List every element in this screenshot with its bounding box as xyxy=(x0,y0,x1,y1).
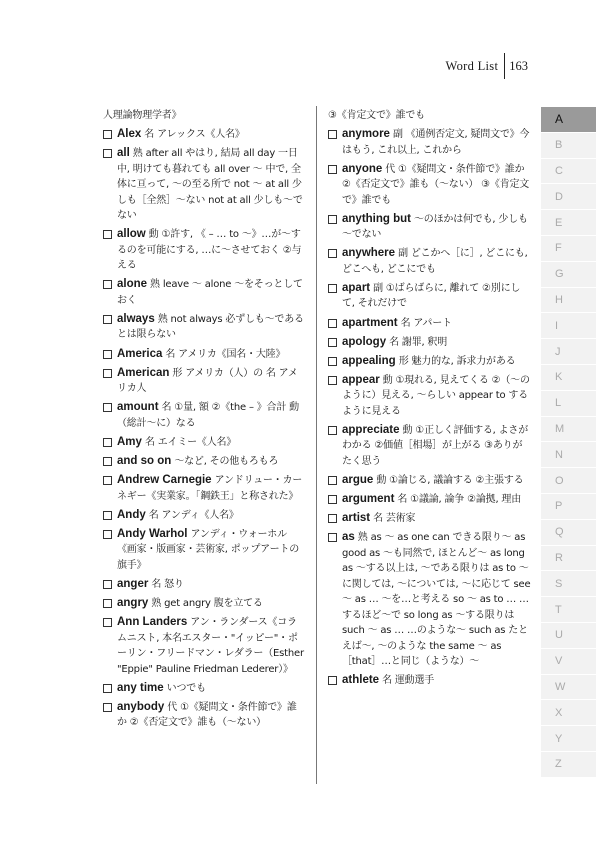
definition: ③《肯定文で》誰でも xyxy=(328,110,425,121)
word-entry xyxy=(328,530,531,670)
checkbox-icon[interactable] xyxy=(103,618,112,627)
definition: アン・ランダース《コラムニスト, 本名エスター・"イッピー"・ポーリン・フリードマン・レダラー（Esther "Eppie" Pauline Friedman Lederer）》 xyxy=(117,617,304,675)
checkbox-icon[interactable] xyxy=(103,438,112,447)
column-divider xyxy=(316,106,317,784)
definition: 名 芸術家 xyxy=(373,513,416,525)
checkbox-icon[interactable] xyxy=(103,684,112,693)
index-tab-q[interactable]: Q xyxy=(541,520,596,545)
index-tab-h[interactable]: H xyxy=(541,288,596,313)
index-tab-j[interactable]: J xyxy=(541,339,596,364)
word-entry xyxy=(103,227,305,274)
headword: Amy xyxy=(117,435,142,448)
headword: apart xyxy=(342,281,371,294)
index-tab-o[interactable]: O xyxy=(541,468,596,493)
headword: appreciate xyxy=(342,423,400,436)
headword: argument xyxy=(342,493,395,506)
word-list-right-column xyxy=(328,108,531,693)
running-title: Word List xyxy=(445,58,499,73)
word-entry xyxy=(328,354,531,370)
definition: 名 怒り xyxy=(151,578,184,590)
definition: 形 アメリカ（人）の 名 アメリカ人 xyxy=(117,367,298,395)
checkbox-icon[interactable] xyxy=(328,130,337,139)
headword: and so on xyxy=(117,454,172,467)
index-tab-t[interactable]: T xyxy=(541,597,596,622)
checkbox-icon[interactable] xyxy=(103,230,112,239)
page-header xyxy=(446,54,528,78)
definition: 名 アンディ《人名》 xyxy=(148,509,239,521)
definition: 名 アレックス《人名》 xyxy=(144,129,245,141)
definition: 名 ①量, 額 ②《the – 》合計 動（総計～に）なる xyxy=(117,402,299,429)
definition: 副 どこかへ［に］, どこにも, どこへも, どこにでも xyxy=(342,248,528,275)
checkbox-icon[interactable] xyxy=(328,249,337,258)
index-tab-c[interactable]: C xyxy=(541,159,596,184)
definition: 熟 as ～ as one can できる限り～ as good as ～も同然で, ほとんど～ as long as ～する以上は, ～である限りは as to ～に関しては, ～については, ～に応じて see ～ as … ～を…と考える so ～ as to … …するほど～で so long as ～する限りは such ～ as … …のような～ such as たとえば～, ～のような the same ～ as［that］…と同じ（ような）～ xyxy=(342,532,531,668)
word-entry xyxy=(103,527,305,574)
word-entry xyxy=(103,596,305,612)
word-entry xyxy=(328,212,531,243)
word-entry xyxy=(328,108,531,124)
definition: 動 ①現れる, 見えてくる ②（～のように）見える, ～らしい appear to するように見える xyxy=(342,374,530,417)
checkbox-icon[interactable] xyxy=(328,284,337,293)
checkbox-icon[interactable] xyxy=(103,350,112,359)
headword: amount xyxy=(117,401,159,414)
checkbox-icon[interactable] xyxy=(328,514,337,523)
definition: 副 《通例否定文, 疑問文で》今はもう, これ以上, これから xyxy=(342,129,530,156)
word-entry xyxy=(328,127,531,158)
word-entry xyxy=(103,400,305,431)
definition: 代 ①《疑問文・条件節で》誰か ②《否定文で》誰も（～ない） ③《肯定文で》誰でも xyxy=(342,163,530,206)
index-tab-e[interactable]: E xyxy=(541,210,596,235)
headword: appear xyxy=(342,373,380,386)
definition: ～など, その他もろもろ xyxy=(174,455,279,467)
word-entry xyxy=(328,335,531,351)
index-tab-s[interactable]: S xyxy=(541,571,596,596)
index-tab-y[interactable]: Y xyxy=(541,726,596,751)
word-entry xyxy=(103,508,305,524)
word-entry xyxy=(328,473,531,489)
checkbox-icon[interactable] xyxy=(328,376,337,385)
headword: Andy Warhol xyxy=(117,527,188,540)
definition: 熟 get angry 腹を立てる xyxy=(151,597,263,609)
index-tab-v[interactable]: V xyxy=(541,649,596,674)
definition: 名 ①議論, 論争 ②論拠, 理由 xyxy=(397,494,522,506)
word-entry xyxy=(328,316,531,332)
definition: 動 ①論じる, 議論する ②主張する xyxy=(376,475,524,487)
checkbox-icon[interactable] xyxy=(103,403,112,412)
headword: Ann Landers xyxy=(117,616,188,628)
headword: appealing xyxy=(342,354,396,367)
word-entry xyxy=(103,700,305,731)
headword: angry xyxy=(117,596,149,609)
headword: apartment xyxy=(342,316,398,329)
checkbox-icon[interactable] xyxy=(103,703,112,712)
checkbox-icon[interactable] xyxy=(103,476,112,485)
word-entry xyxy=(103,435,305,451)
headword: America xyxy=(117,347,163,360)
alphabet-index-tabs xyxy=(541,107,596,778)
checkbox-icon[interactable] xyxy=(103,511,112,520)
checkbox-icon[interactable] xyxy=(328,476,337,485)
definition: 名 エイミー《人名》 xyxy=(144,436,237,448)
headword: Alex xyxy=(117,128,142,141)
checkbox-icon[interactable] xyxy=(328,357,337,366)
checkbox-icon[interactable] xyxy=(328,215,337,224)
definition: 動 ①正しく評価する, よさがわかる ②価値［相場］が上がる ③ありがたく思う xyxy=(342,424,529,467)
headword: anyone xyxy=(342,162,383,175)
definition: アンドリュー・カーネギー《実業家。「鋼鉄王」と称された》 xyxy=(117,475,303,502)
definition: 熟 not always 必ずしも～であるとは限らない xyxy=(117,313,304,341)
index-tab-i[interactable]: I xyxy=(541,313,596,338)
index-tab-b[interactable]: B xyxy=(541,133,596,158)
word-entry xyxy=(328,373,531,420)
definition: アンディ・ウォーホル《画家・版画家・芸術家, ポップアートの旗手》 xyxy=(117,528,300,571)
index-tab-x[interactable]: X xyxy=(541,700,596,725)
checkbox-icon[interactable] xyxy=(103,369,112,378)
word-entry xyxy=(103,366,305,397)
page-number: 163 xyxy=(509,58,528,73)
word-entry xyxy=(103,312,305,343)
word-entry xyxy=(103,615,305,677)
index-tab-w[interactable]: W xyxy=(541,675,596,700)
definition: 動 ①許す, 《 – … to ～》…が～するのを可能にする, …に～させておく ②与える xyxy=(117,229,302,272)
word-entry xyxy=(103,473,305,504)
word-entry xyxy=(328,673,531,689)
definition: 代 ①《疑問文・条件節で》誰か ②《否定文で》誰も（～ない） xyxy=(117,701,297,729)
index-tab-g[interactable]: G xyxy=(541,262,596,287)
index-tab-a[interactable]: A xyxy=(541,107,596,132)
word-entry xyxy=(103,108,305,124)
checkbox-icon[interactable] xyxy=(328,319,337,328)
word-entry xyxy=(328,281,531,312)
checkbox-icon[interactable] xyxy=(328,426,337,435)
definition: 熟 after all やはり, 結局 all day 一日中, 明けても暮れても all over ～ 中で, 全体に亘って, ～の至る所で not ～ at all 少しも［全然］～ない not at all 少しも～でない xyxy=(117,148,303,222)
headword: artist xyxy=(342,512,371,525)
headword: anymore xyxy=(342,128,390,141)
headword: anybody xyxy=(117,700,165,713)
headword: apology xyxy=(342,335,387,348)
headword: as xyxy=(342,531,355,544)
index-tab-l[interactable]: L xyxy=(541,391,596,416)
definition: 名 アパート xyxy=(400,317,452,329)
headword: Andrew Carnegie xyxy=(117,474,212,487)
headword: athlete xyxy=(342,674,380,687)
checkbox-icon[interactable] xyxy=(103,280,112,289)
word-entry xyxy=(103,146,305,224)
headword: anything but xyxy=(342,212,411,225)
word-entry xyxy=(328,423,531,470)
definition: 形 魅力的な, 訴求力がある xyxy=(398,355,516,367)
index-tab-z[interactable]: Z xyxy=(541,752,596,777)
headword: Andy xyxy=(117,508,146,521)
index-tab-k[interactable]: K xyxy=(541,365,596,390)
headword: American xyxy=(117,366,170,379)
checkbox-icon[interactable] xyxy=(103,130,112,139)
word-entry xyxy=(103,577,305,593)
index-tab-u[interactable]: U xyxy=(541,623,596,648)
checkbox-icon[interactable] xyxy=(328,338,337,347)
headword: all xyxy=(117,147,130,160)
headword: argue xyxy=(342,474,374,487)
definition: 熟 leave ～ alone ～をそっとしておく xyxy=(117,279,303,306)
checkbox-icon[interactable] xyxy=(103,599,112,608)
index-tab-r[interactable]: R xyxy=(541,546,596,571)
word-entry xyxy=(103,681,305,697)
definition: いつでも xyxy=(166,682,206,694)
index-tab-n[interactable]: N xyxy=(541,442,596,467)
word-entry xyxy=(103,454,305,470)
word-entry xyxy=(103,347,305,363)
index-tab-m[interactable]: M xyxy=(541,417,596,442)
definition: 副 ①ばらばらに, 離れて ②別にして, それだけで xyxy=(342,282,521,310)
definition: 人理論物理学者》 xyxy=(103,110,182,121)
checkbox-icon[interactable] xyxy=(103,149,112,158)
headword: always xyxy=(117,312,155,325)
definition: 名 アメリカ《国名・大陸》 xyxy=(165,348,286,360)
word-entry xyxy=(328,162,531,209)
word-entry xyxy=(328,511,531,527)
word-entry xyxy=(103,127,305,143)
checkbox-icon[interactable] xyxy=(328,533,337,542)
index-tab-f[interactable]: F xyxy=(541,236,596,261)
checkbox-icon[interactable] xyxy=(103,315,112,324)
word-entry xyxy=(328,246,531,277)
definition: 名 運動選手 xyxy=(382,675,435,687)
word-entry xyxy=(328,492,531,508)
headword: alone xyxy=(117,278,148,291)
headword: anger xyxy=(117,577,149,590)
headword: anywhere xyxy=(342,247,396,260)
checkbox-icon[interactable] xyxy=(328,165,337,174)
index-tab-p[interactable]: P xyxy=(541,494,596,519)
checkbox-icon[interactable] xyxy=(328,676,337,685)
index-tab-d[interactable]: D xyxy=(541,184,596,209)
headword: any time xyxy=(117,681,164,694)
checkbox-icon[interactable] xyxy=(103,457,112,466)
definition: 名 謝罪, 釈明 xyxy=(389,336,448,348)
word-entry xyxy=(103,277,305,308)
checkbox-icon[interactable] xyxy=(103,580,112,589)
checkbox-icon[interactable] xyxy=(103,530,112,539)
checkbox-icon[interactable] xyxy=(328,495,337,504)
word-list-left-column xyxy=(103,108,305,734)
headword: allow xyxy=(117,228,146,241)
definition: ～のほかは何でも, 少しも～でない xyxy=(342,213,528,241)
